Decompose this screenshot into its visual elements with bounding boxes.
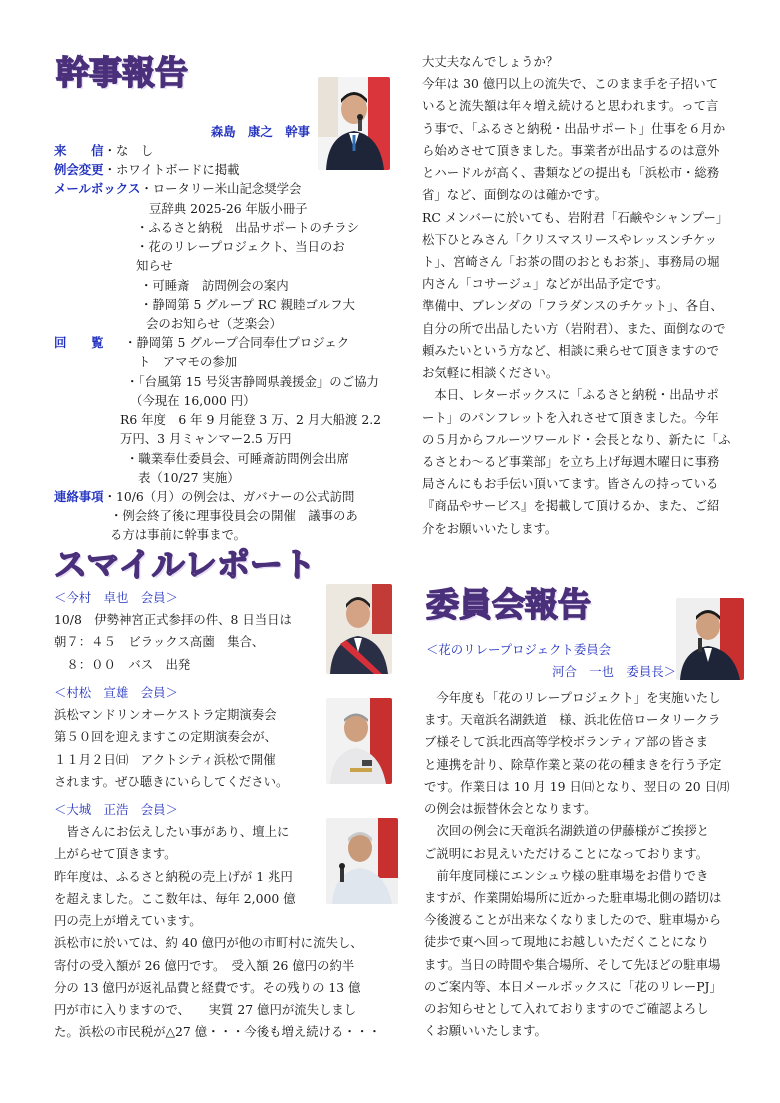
committee-body [424,688,760,1044]
mailbox-line: ・静岡第 5 グループ RC 親睦ゴルフ大 [140,296,355,312]
right-line: の５月からフルーツワールド・会長となり、新たに「ふ [422,431,731,447]
renraku-row [54,487,394,506]
raishin-row [54,141,394,160]
smile-line: １１月２日㈰ アクトシティ浜松で開催 [54,751,276,767]
committee-line: 今後渡ることが出来なくなりましたので、駐車場から [424,912,722,928]
committee-line: 徒歩で東へ回って現地にお越しいただくことになり [424,934,709,950]
committee-report-heading: 委員会報告 [426,585,591,624]
reikai-henko-label: 例会変更 [54,162,104,178]
kairan-line: （今現在 16,000 円） [130,392,256,408]
kairan-line: ト アマモの参加 [138,354,238,370]
committee-header [426,640,676,681]
right-line: ート」のパンフレットを入れさせて頂きました。今年 [422,409,719,425]
right-line: 頼みたいという方など、相談に乗らせて頂きますので [422,342,720,358]
right-line: 準備中、ブレンダの「フラダンスのチケット」、各自、 [422,298,723,314]
mailbox-line: ・可睡斎 訪問例会の案内 [140,277,289,293]
smile-line: 昨年度は、ふるさと納税の売上げが 1 兆円 [54,868,293,884]
mailbox-label: メールボックス [54,181,141,197]
committee-line: ますが、作業開始場所に近かった駐車場北側の踏切は [424,889,722,905]
right-line: いると流失額は年々増え続けると思われます。って言 [422,98,719,114]
smile-entry-muramatsu [54,683,339,791]
committee-chair: 河合 一也 委員長＞ [552,664,676,680]
smile-line: 円の売上が増えています。 [54,913,202,929]
renraku-line: る方は事前に幹事まで。 [110,527,247,543]
raishin-label: 来 信 [54,143,104,158]
committee-line: の例会は振替休会となります。 [424,801,597,817]
imamura-photo [326,584,392,674]
kairan-label: 回 覧 [54,335,104,351]
right-line: 本日、レターボックスに「ふるさと納税・出品サポ [422,387,719,403]
smile-line: 皆さんにお伝えしたい事があり、壇上に [54,824,290,840]
mailbox-row [54,179,394,198]
kairan-line: 表（10/27 実施） [138,469,240,485]
muramatsu-photo [326,698,392,784]
smile-line: を超えました。ここ数年は、毎年 2,000 億 [54,890,296,906]
renraku-line: ・例会終了後に理事役員会の開催 議事のあ [110,508,358,524]
smile-line: 浜松マンドリンオーケストラ定期演奏会 [54,707,277,723]
oshiro-photo [326,818,398,904]
right-line: 『商品やサービス』を掲載して頂けるか、また、ご紹 [422,498,720,514]
mailbox-line: ・花のリレープロジェクト、当日のお [136,239,345,255]
reikai-henko-value: ・ホワイトボードに掲載 [103,162,240,178]
smile-line: 円が市に入りますので、 実質 27 億円が流失しまし [54,1001,357,1017]
smile-line: されます。ぜひ聴きにいらしてください。 [54,773,289,789]
smile-line: 第５０回を迎えますこの定期演奏会が、 [54,729,278,745]
kawai-photo [676,598,744,680]
smile-member: ＜村松 宣雄 会員＞ [54,685,178,700]
kairan-line: ・静岡第 5 グループ合同奉仕プロジェク [124,335,350,351]
smile-line: た。浜松の市民税が△27 億・・・今後も増え続ける・・・ [54,1024,381,1040]
renraku-line: ・10/6（月）の例会は、ガバナーの公式訪問 [103,488,355,504]
right-line: ト」、宮崎さん「お茶の間のおともお茶」、事務局の堀 [422,253,720,269]
smile-line: ８：００ バス 出発 [54,656,191,672]
committee-line: 前年度同様にエンシュウ様の駐車場をお借りでき [424,867,709,883]
right-column-text [422,52,758,541]
committee-line: と連携を計り、除草作業と菜の花の種まきを行う予定 [424,756,722,772]
right-line: う事で、「ふるさと納税・出品サポート」仕事を６月か [422,120,726,136]
right-line: 局さんにもお手伝い頂いてます。皆さんの持っている [422,476,719,492]
kanji-report-heading: 幹事報告 [56,53,188,92]
kairan-row [54,333,394,352]
renraku-label: 連絡事項 [54,488,104,504]
smile-line: 分の 13 億円が返礼品費と経費です。その残りの 13 億 [54,979,361,995]
raishin-value: ・な し [103,143,154,158]
committee-line: ご説明にお見えいただけることになっております。 [424,845,708,861]
kairan-line: R6 年度 6 年 9 月能登 3 万、2 月大船渡 2.2 [120,412,382,428]
right-line: とハードルが高く、書類などの提出も「浜松市・総務 [422,165,720,181]
smile-report-heading: スマイルレポート [54,545,316,584]
right-line: 内さん「コサージュ」などが出品予定です。 [422,276,669,292]
reikai-henko-row [54,160,394,179]
mailbox-line: 会のお知らせ（芝楽会） [146,315,282,331]
committee-line: のお知らせとして入れておりますのでご確認よろし [424,1001,709,1017]
smile-member: ＜今村 卓也 会員＞ [54,590,178,605]
smile-line: 朝７：４５ ビラックス高薗 集合、 [54,634,265,650]
kanji-author: 森島 康之 幹事 [210,124,310,139]
committee-line: ブ様そして浜北西高等学校ボランティア部の皆さま [424,734,708,750]
right-line: お気軽に相談ください。 [422,365,559,381]
committee-line: 今年度も「花のリレープロジェクト」を実施いたし [424,690,721,705]
kairan-line: ・「台風第 15 号災害静岡県義援金」のご協力 [126,373,379,389]
kanji-items [54,141,394,545]
mailbox-line: 知らせ [136,258,173,274]
mailbox-line: ・ロータリー米山記念奨学会 [140,181,302,197]
kairan-line: 万円、3 月ミャンマー2.5 万円 [120,431,292,447]
committee-line: ます。天竜浜名湖鉄道 様、浜北佐倍ロータリークラ [424,712,721,728]
smile-entry-imamura [54,588,324,674]
committee-line: 次回の例会に天竜浜名湖鉄道の伊藤様がご挨拶と [424,823,709,839]
smile-member: ＜大城 正浩 会員＞ [54,802,178,817]
right-line: 今年は 30 億円以上の流失で、このまま手を子招いて [422,76,718,92]
right-line: るさとわ～るど事業部」を立ち上げ毎週木曜日に事務 [422,453,720,469]
right-line: 松下ひとみさん「クリスマスリースやレッスンチケッ [422,231,718,247]
committee-line: のご案内等、本日メールボックスに「花のリレーPJ」 [424,978,722,994]
smile-line: 寄付の受入額が 26 億円です。 受入額 26 億円の約半 [54,957,355,973]
right-line: 省」など、面倒なのは確かです。 [422,187,607,203]
kairan-line: ・職業奉仕委員会、可睡斎訪問例会出席 [126,450,350,466]
right-line: 自分の所で出品したい方（岩附君）、また、面倒なので [422,320,726,336]
smile-line: 上がらせて頂きます。 [54,846,177,862]
right-line: ら始めさせて頂きました。事業者が出品するのは意外 [422,142,720,158]
mailbox-line: 豆辞典 2025-26 年版小冊子 [149,200,308,216]
smile-line: 浜松市に於いては、約 40 億円が他の市町村に流失し、 [54,935,363,951]
committee-line: です。作業日は 10 月 19 日㈰となり、翌日の 20 日㈪ [424,778,730,794]
committee-name: ＜花のリレープロジェクト委員会 [426,642,611,657]
right-line: 介をお願いいたします。 [422,520,558,536]
committee-line: くお願いいたします。 [424,1023,547,1039]
committee-line: ます。当日の時間や集合場所、そして先ほどの駐車場 [424,956,721,972]
right-line: 大丈夫なんでしょうか？ [422,54,559,69]
right-line: RC メンバーに於いても、岩附君「石鹸やシャンプー」 [422,209,729,225]
mailbox-line: ・ふるさと納税 出品サポートのチラシ [136,219,360,235]
smile-line: 10/8 伊勢神宮正式参拝の件、8 日当日は [54,612,292,628]
